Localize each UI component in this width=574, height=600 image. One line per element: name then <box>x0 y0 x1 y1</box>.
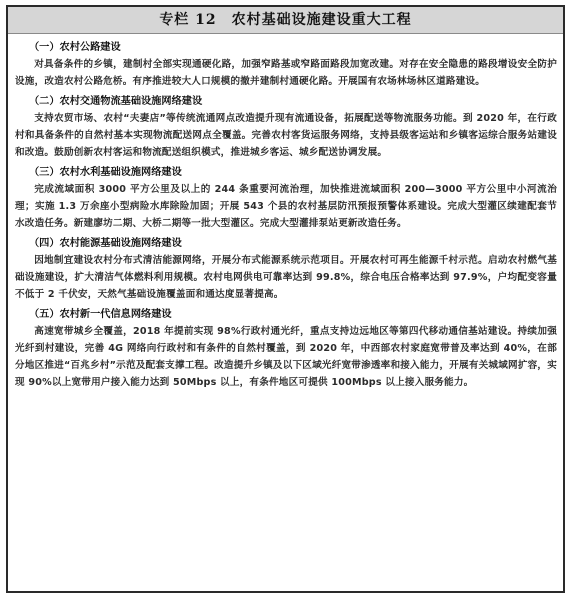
panel-title: 专栏 12 农村基础设施建设重大工程 <box>8 7 563 34</box>
section-information-network <box>15 306 557 391</box>
section-energy-network <box>15 235 557 303</box>
section-body: 完成流域面积 3000 平方公里及以上的 244 条重要河流治理，加快推进流域面积 200—3000 平方公里中小河流治理；实施 1.3 万余座小型病险水库除险加固；开展 543 个县的农村基层防汛预报预警体系建设。完成大型灌区续建配套节水改造任务。新建廖坊二期、大桥二期等一批大型灌区。完成大型灌排泵站更新改造任务。 <box>15 184 557 229</box>
section-body: 高速宽带城乡全覆盖，2018 年提前实现 98%行政村通光纤，重点支持边远地区等第四代移动通信基站建设。持续加强光纤到村建设，完善 4G 网络向行政村和有条件的自然村覆盖，到 2020 年，中西部农村家庭宽带普及率达到 40%，在部分地区推进“百兆乡村”示范及配套支撑工程。改造提升乡镇及以下区域光纤宽带渗透率和接入能力，开展有关城域网扩容，实现 90%以上宽带用户接入能力达到 50Mbps 以上，有条件地区可提供 100Mbps 以上接入服务能力。 <box>15 326 557 388</box>
panel-content <box>8 34 563 391</box>
section-water-conservancy <box>15 164 557 232</box>
section-heading: （三）农村水利基础设施网络建设 <box>29 167 182 178</box>
section-body: 因地制宜建设农村分布式清洁能源网络，开展分布式能源系统示范项目。开展农村可再生能源千村示范。启动农村燃气基础设施建设，扩大清洁气体燃料利用规模。农村电网供电可靠率达到 99.8%，综合电压合格率达到 97.9%，户均配变容量不低于 2 千伏安，天然气基础设施覆盖面和通达度显著提高。 <box>15 255 557 300</box>
section-body: 对具备条件的乡镇，建制村全部实现通硬化路，加强窄路基或窄路面路段加宽改建。对存在安全隐患的路段增设安全防护设施，改造农村公路危桥。有序推进较大人口规模的撤并建制村通硬化路。开展国有农场林场林区道路建设。 <box>15 59 557 87</box>
section-transport-logistics <box>15 93 557 161</box>
section-heading: （四）农村能源基础设施网络建设 <box>29 238 182 249</box>
section-rural-roads <box>15 39 557 90</box>
feature-panel <box>6 5 565 593</box>
section-heading: （一）农村公路建设 <box>29 42 121 53</box>
section-heading: （五）农村新一代信息网络建设 <box>29 309 172 320</box>
section-heading: （二）农村交通物流基础设施网络建设 <box>29 96 203 107</box>
section-body: 支持农贸市场、农村“夫妻店”等传统流通网点改造提升现有流通设备，拓展配送等物流服务功能。到 2020 年，在行政村和具备条件的自然村基本实现物流配送网点全覆盖。完善农村客货运服务网络，支持县级客运站和乡镇客运综合服务站建设和改造。鼓励创新农村客运和物流配送组织模式，推进城乡客运、城乡配送协调发展。 <box>15 113 557 158</box>
